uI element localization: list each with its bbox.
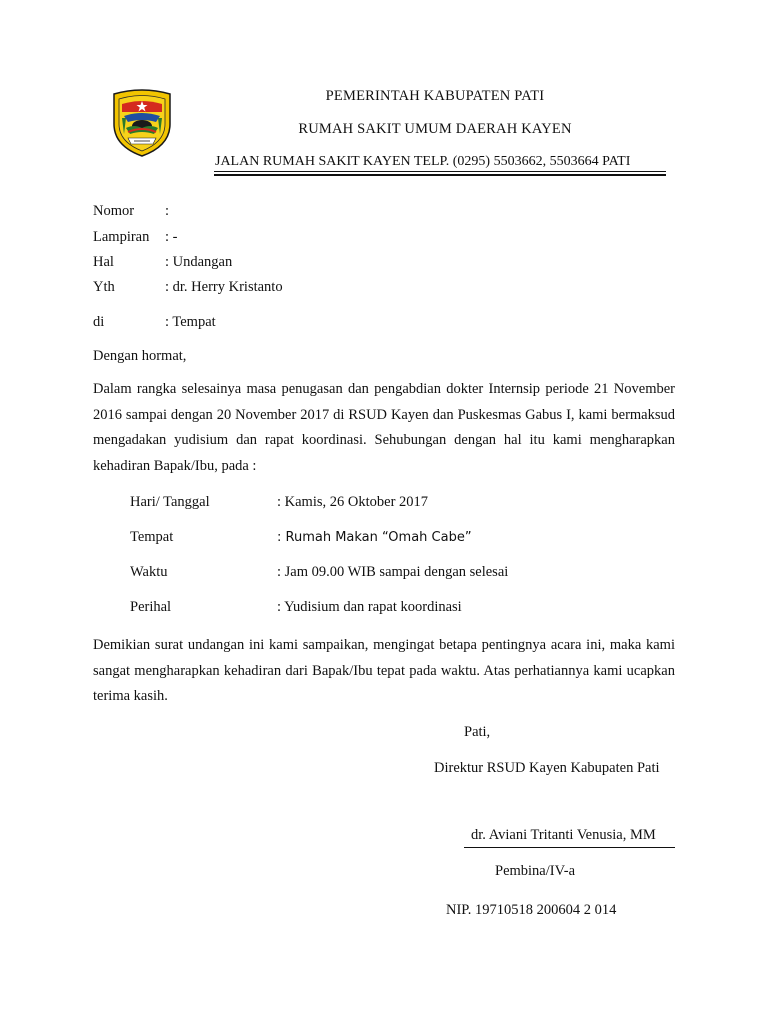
letterhead-government: PEMERINTAH KABUPATEN PATI bbox=[325, 88, 545, 104]
field-label: Yth bbox=[93, 279, 115, 295]
detail-label: Tempat bbox=[130, 529, 174, 545]
detail-label: Hari/ Tanggal bbox=[130, 494, 210, 510]
signature-title: Direktur RSUD Kayen Kabupaten Pati bbox=[434, 760, 660, 776]
signature-rank: Pembina/IV-a bbox=[495, 863, 576, 879]
field-yth bbox=[93, 279, 283, 296]
letterhead-divider-thick bbox=[214, 174, 666, 176]
detail-row-date bbox=[130, 494, 429, 511]
signature-underline bbox=[464, 847, 675, 848]
letterhead-address: JALAN RUMAH SAKIT KAYEN TELP. (0295) 5503662, 5503664 PATI bbox=[215, 154, 631, 169]
field-value: : - bbox=[165, 229, 178, 245]
field-di bbox=[93, 314, 216, 331]
regency-coat-of-arms-icon bbox=[110, 88, 174, 158]
field-label: Hal bbox=[93, 254, 114, 270]
detail-value: : Kamis, 26 Oktober 2017 bbox=[277, 494, 429, 510]
field-lampiran bbox=[93, 229, 178, 246]
detail-row-subject bbox=[130, 599, 462, 616]
field-value: : dr. Herry Kristanto bbox=[165, 279, 283, 295]
detail-label: Waktu bbox=[130, 564, 168, 580]
body-paragraph-intro: Dalam rangka selesainya masa penugasan dan pengabdian dokter Internsip periode 21 November 2016 sampai dengan 20 November 2017 di RSUD Kayen dan Puskesmas Gabus I, kami bermaksud mengadakan yudisium dan rapat koordinasi. Sehubungan dengan hal itu kami mengharapkan kehadiran Bapak/Ibu, pada : bbox=[93, 381, 675, 474]
salutation: Dengan hormat, bbox=[93, 348, 187, 364]
field-label: Nomor bbox=[93, 203, 135, 219]
signature-name: dr. Aviani Tritanti Venusia, MM bbox=[471, 827, 656, 843]
detail-label: Perihal bbox=[130, 599, 172, 615]
letterhead-divider bbox=[214, 171, 666, 172]
field-nomor bbox=[93, 203, 170, 220]
letterhead-hospital: RUMAH SAKIT UMUM DAERAH KAYEN bbox=[298, 121, 572, 137]
detail-value: : Rumah Makan “Omah Cabe” bbox=[277, 530, 472, 545]
signature-nip: NIP. 19710518 200604 2 014 bbox=[446, 902, 617, 918]
field-label: Lampiran bbox=[93, 229, 150, 245]
field-value: : Tempat bbox=[165, 314, 216, 330]
detail-row-time bbox=[130, 564, 509, 581]
detail-value: : Yudisium dan rapat koordinasi bbox=[277, 599, 462, 615]
field-label: di bbox=[93, 314, 105, 330]
field-hal bbox=[93, 254, 233, 271]
field-value: : Undangan bbox=[165, 254, 233, 270]
body-paragraph-closing: Demikian surat undangan ini kami sampaikan, mengingat betapa pentingnya acara ini, maka kami sangat mengharapkan kehadiran dari Bapak/Ibu tepat pada waktu. Atas perhatiannya kami ucapkan terima kasih. bbox=[93, 637, 675, 704]
field-value: : bbox=[165, 203, 170, 219]
signature-place: Pati, bbox=[464, 724, 491, 740]
detail-row-place bbox=[130, 529, 472, 546]
detail-value: : Jam 09.00 WIB sampai dengan selesai bbox=[277, 564, 509, 580]
